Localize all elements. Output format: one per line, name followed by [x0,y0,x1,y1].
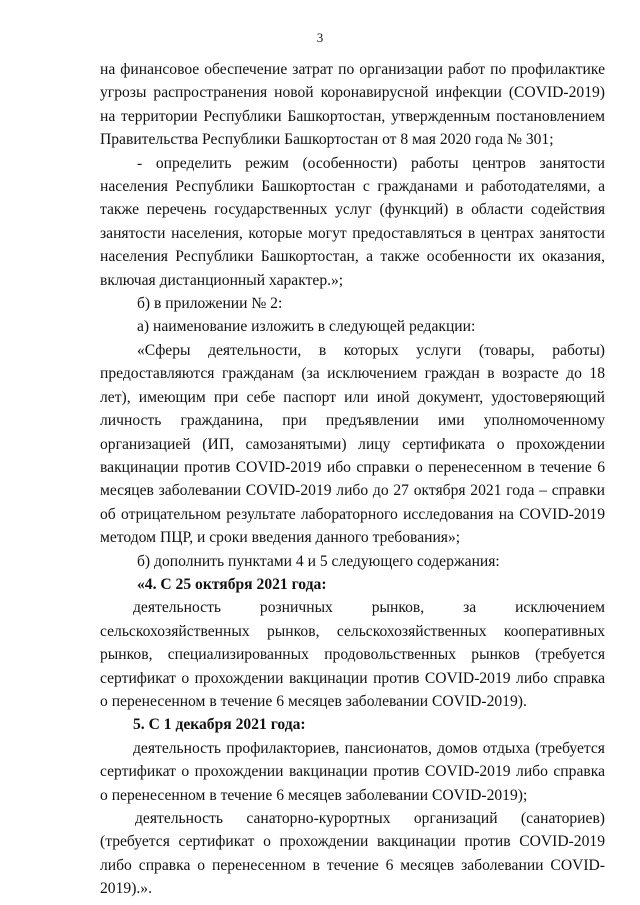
paragraph-add-items: б) дополнить пунктами 4 и 5 следующего содержания: [137,552,500,570]
paragraph-dispensaries: деятельность профилакториев, пансионатов, домов отдыха (требуется сертификат о прохождении вакцинации против COVID-2019 либо справка о перенесенном в течение 6 месяцев заболевании COVID-2019); [100,739,605,804]
heading-item-5: 5. С 1 декабря 2021 года: [133,716,306,734]
paragraph-funding-continuation: на финансовое обеспечение затрат по организации работ по профилактике угрозы распространения новой коронавирусной инфекции (COVID-2019) на территории Республики Башкортостан, утвержденным постановлением Правительства Республики Башкортостан от 8 мая 2020 года № 301; [100,61,605,149]
paragraph-retail-markets: деятельность розничных рынков, за исключением сельскохозяйственных рынков, сельскохозяйственных кооперативных рынков, специализированных продовольственных рынков (требуется сертификат о прохождении вакцинации против COVID-2019 либо справка о перенесенном в течение 6 месяцев заболевании COVID-2019). [100,599,605,710]
paragraph-spheres-title: «Сферы деятельности, в которых услуги (товары, работы) предоставляются гражданам (за исключением граждан в возрасте до 18 лет), имеющим при себе паспорт или иной документ, удостоверяющий личность гражданина, при предъявлении ими уполномоченному организацией (ИП, самозанятыми) лицу сертификата о прохождении вакцинации против COVID-2019 ибо справки о перенесенном в течение 6 месяцев заболевании COVID-2019 либо до 27 октября 2021 года – справки об отрицательном результате лабораторного исследования на COVID-2019 методом ПЦР, и сроки введения данного требования»; [100,341,605,547]
heading-item-4: «4. С 25 октября 2021 года: [137,575,327,593]
paragraph-sanatoriums: деятельность санаторно-курортных организаций (санаториев) (требуется сертификат о прохождении вакцинации против COVID-2019 либо справка о перенесенном в течение 6 месяцев заболевании COVID-2019).». [100,810,605,898]
paragraph-employment-centers: - определить режим (особенности) работы центров занятости населения Республики Башкортостан с гражданами и работодателями, а также перечень государственных услуг (функций) в области содействия занятости населения, которые могут предоставляться в центрах занятости населения Республики Башкортостан, а также особенности их оказания, включая дистанционный характер.»; [100,154,605,289]
document-body [100,58,605,901]
paragraph-appendix-2: б) в приложении № 2: [137,295,283,313]
paragraph-title-change: а) наименование изложить в следующей редакции: [137,318,476,336]
page-number: 3 [316,30,324,45]
